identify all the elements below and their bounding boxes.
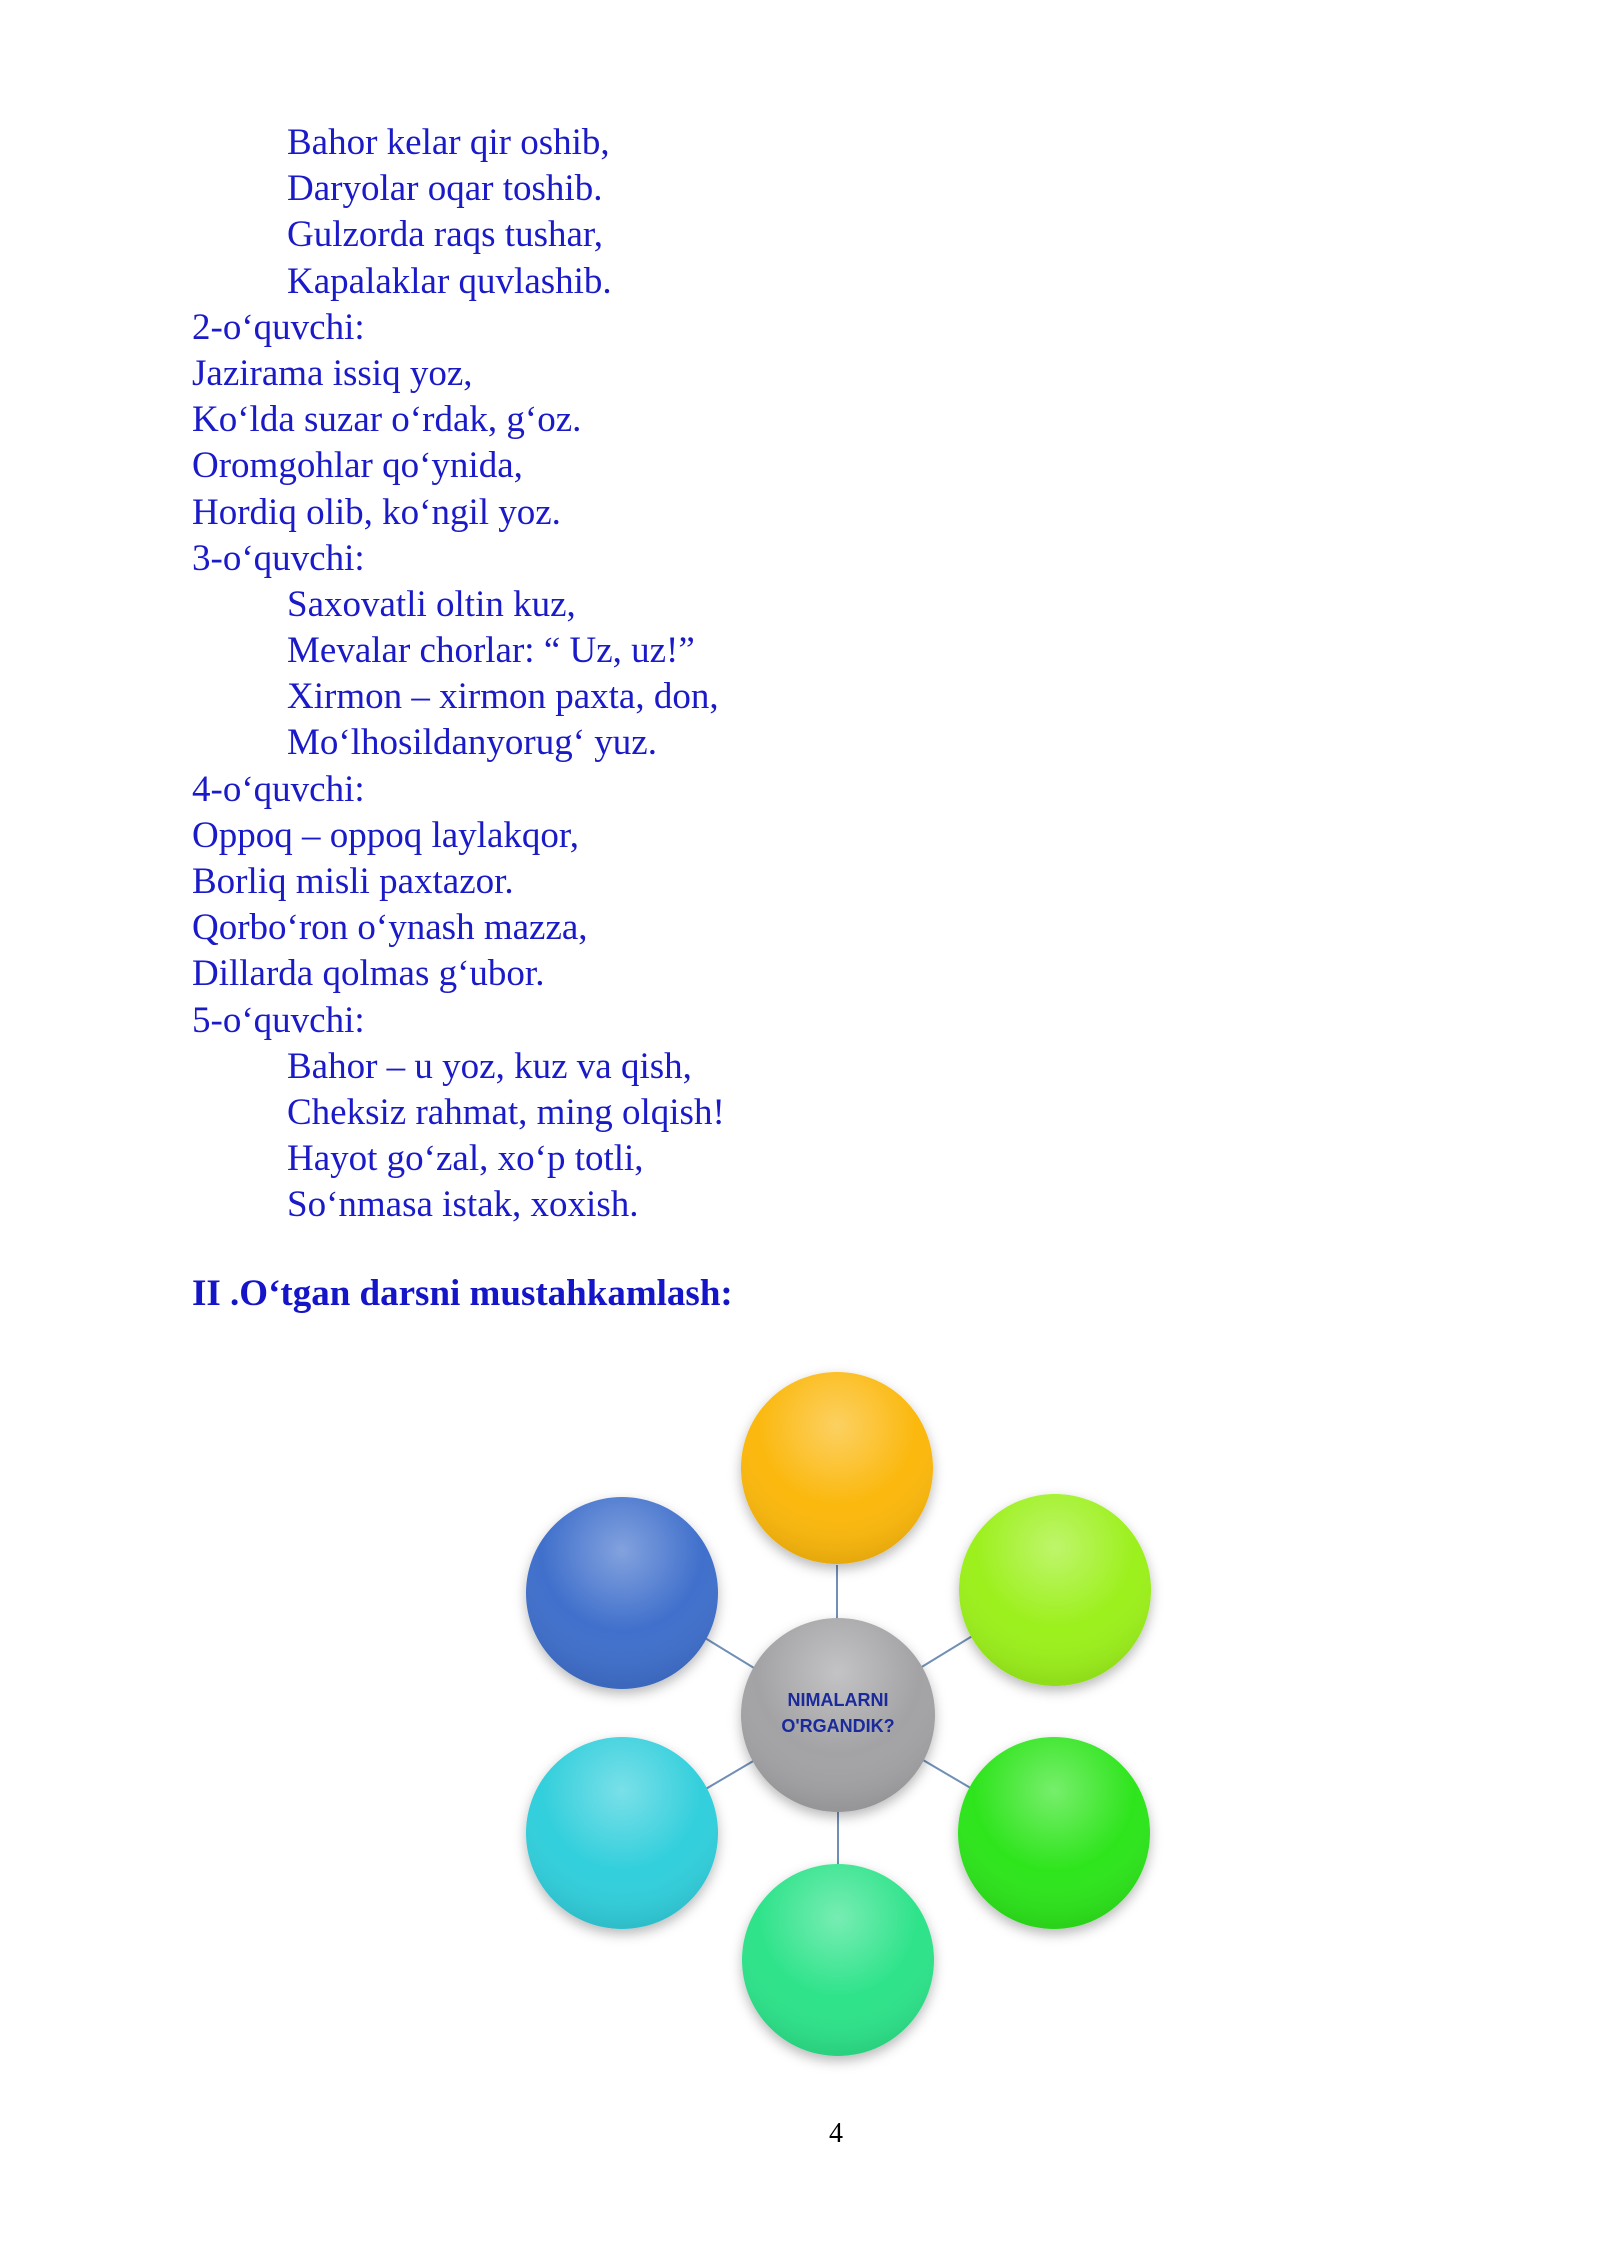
concept-diagram <box>500 1360 1200 2090</box>
poem-line: Oppoq – oppoq laylakqor, <box>192 814 579 856</box>
poem-line: 4-o‘quvchi: <box>192 768 365 810</box>
poem-line: Borliq misli paxtazor. <box>192 861 514 902</box>
poem-line: 3-o‘quvchi: <box>192 537 365 579</box>
poem-line: Mevalar chorlar: “ Uz, uz!” <box>287 630 695 672</box>
center-label-line2: O'RGANDIK? <box>781 1716 895 1736</box>
circle-bottom <box>742 1864 934 2056</box>
poem-line: Gulzorda raqs tushar, <box>287 214 603 256</box>
poem-line: 5-o‘quvchi: <box>192 999 365 1041</box>
connector-bottom-right <box>923 1760 974 1790</box>
poem-line: Bahor kelar qir oshib, <box>287 122 610 163</box>
poem-line: Hayot go‘zal, xo‘p totli, <box>287 1138 644 1180</box>
poem-line: Ko‘lda suzar o‘rdak, g‘oz. <box>192 399 582 441</box>
poem-line: Jazirama issiq yoz, <box>192 352 473 394</box>
circle-top <box>741 1372 933 1564</box>
center-circle <box>741 1618 935 1812</box>
poem-text <box>192 120 1192 1229</box>
poem-line: Xirmon – xirmon paxta, don, <box>287 676 719 718</box>
page-number: 4 <box>829 2118 843 2149</box>
poem-line: Cheksiz rahmat, ming olqish! <box>287 1091 725 1133</box>
center-label-line1: NIMALARNI <box>787 1690 889 1710</box>
poem-line: Oromgohlar qo‘ynida, <box>192 445 523 487</box>
circle-top-left <box>526 1497 718 1689</box>
poem-line: Saxovatli oltin kuz, <box>287 583 576 625</box>
circle-bottom-right <box>958 1737 1150 1929</box>
poem-line: Kapalaklar quvlashib. <box>287 260 612 302</box>
poem-line: Mo‘lhosildanyorug‘ yuz. <box>287 722 657 764</box>
poem-line: Bahor – u yoz, kuz va qish, <box>287 1045 692 1087</box>
poem-line: Hordiq olib, ko‘ngil yoz. <box>192 491 561 533</box>
connector-top-right <box>920 1635 974 1668</box>
poem-line: Daryolar oqar toshib. <box>287 168 603 210</box>
poem-line: So‘nmasa istak, xoxish. <box>287 1184 639 1226</box>
connector-top-left <box>705 1638 754 1668</box>
poem-line: Dillarda qolmas g‘ubor. <box>192 953 545 995</box>
circle-bottom-left <box>526 1737 718 1929</box>
connector-bottom-left <box>704 1760 755 1790</box>
section-heading: II .O‘tgan darsni mustahkamlash: <box>192 1273 733 1314</box>
poem-line: 2-o‘quvchi: <box>192 306 365 348</box>
poem-line: Qorbo‘ron o‘ynash mazza, <box>192 907 588 949</box>
circle-top-right <box>959 1494 1151 1686</box>
